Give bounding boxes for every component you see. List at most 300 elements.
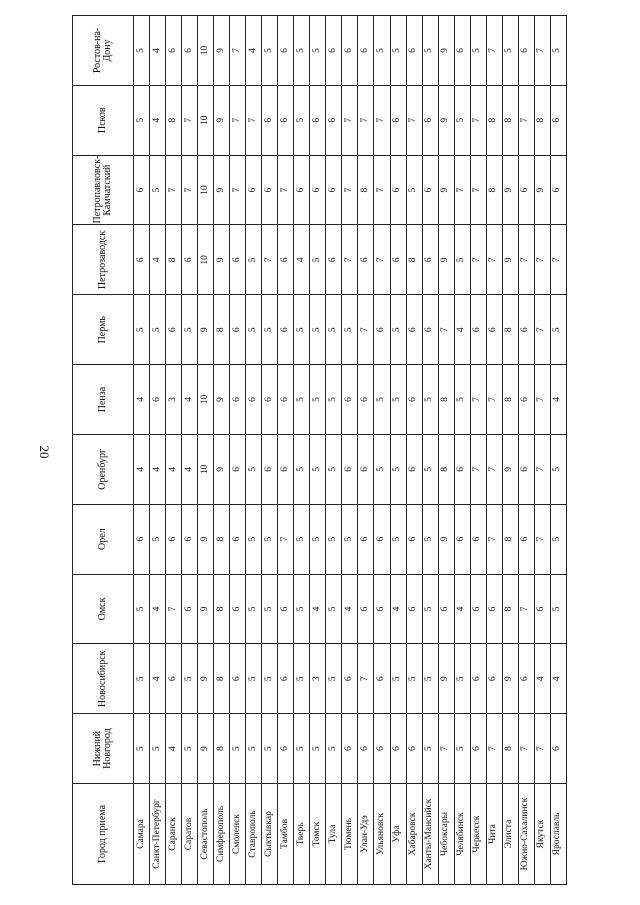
- value-cell: 6: [358, 574, 374, 644]
- value-cell: 5: [246, 295, 262, 365]
- value-cell: 6: [278, 85, 294, 155]
- value-cell: 7: [230, 16, 246, 86]
- value-cell: 5: [294, 644, 310, 714]
- value-cell: 7: [518, 714, 534, 784]
- value-cell: 5: [422, 504, 438, 574]
- city-cell: Тверь: [294, 784, 310, 885]
- value-cell: 9: [198, 644, 214, 714]
- value-cell: 6: [278, 295, 294, 365]
- value-cell: 9: [438, 85, 454, 155]
- value-cell: 7: [486, 714, 502, 784]
- value-cell: 5: [374, 365, 390, 435]
- value-cell: 6: [550, 85, 566, 155]
- city-cell: Южно-Сахалинск: [518, 784, 534, 885]
- table-row: [198, 16, 214, 885]
- value-cell: 5: [422, 16, 438, 86]
- value-cell: 7: [438, 714, 454, 784]
- value-cell: 4: [150, 644, 166, 714]
- value-cell: 9: [502, 434, 518, 504]
- value-cell: 5: [422, 644, 438, 714]
- value-cell: 8: [486, 85, 502, 155]
- value-cell: 6: [230, 225, 246, 295]
- value-cell: 8: [438, 365, 454, 435]
- value-cell: 6: [230, 574, 246, 644]
- column-header: Новосибирск: [73, 644, 134, 714]
- value-cell: 6: [134, 504, 150, 574]
- value-cell: 6: [406, 365, 422, 435]
- city-cell: Томск: [310, 784, 326, 885]
- city-cell: Уфа: [390, 784, 406, 885]
- value-cell: 8: [502, 295, 518, 365]
- value-cell: 6: [470, 644, 486, 714]
- value-cell: 6: [406, 434, 422, 504]
- value-cell: 4: [246, 16, 262, 86]
- value-cell: 4: [150, 85, 166, 155]
- table-row: [438, 16, 454, 885]
- value-cell: 9: [214, 85, 230, 155]
- value-cell: 6: [390, 155, 406, 225]
- value-cell: 6: [422, 155, 438, 225]
- table-row: [406, 16, 422, 885]
- city-cell: Улан-Удэ: [358, 784, 374, 885]
- value-cell: 5: [310, 504, 326, 574]
- value-cell: 5: [246, 714, 262, 784]
- value-cell: 4: [150, 434, 166, 504]
- rotated-table-container: [72, 15, 567, 885]
- value-cell: 7: [518, 85, 534, 155]
- value-cell: 10: [198, 155, 214, 225]
- value-cell: 5: [326, 574, 342, 644]
- value-cell: 6: [278, 714, 294, 784]
- value-cell: 8: [214, 504, 230, 574]
- value-cell: 7: [486, 504, 502, 574]
- value-cell: 6: [278, 225, 294, 295]
- value-cell: 6: [486, 295, 502, 365]
- value-cell: 5: [150, 155, 166, 225]
- value-cell: 5: [182, 714, 198, 784]
- column-header: Петрозаводск: [73, 225, 134, 295]
- value-cell: 5: [182, 295, 198, 365]
- value-cell: 6: [438, 574, 454, 644]
- value-cell: 6: [182, 225, 198, 295]
- value-cell: 4: [166, 434, 182, 504]
- value-cell: 6: [182, 16, 198, 86]
- value-cell: 7: [166, 574, 182, 644]
- value-cell: 6: [550, 714, 566, 784]
- value-cell: 7: [470, 155, 486, 225]
- value-cell: 5: [550, 295, 566, 365]
- value-cell: 9: [198, 295, 214, 365]
- column-header: Орел: [73, 504, 134, 574]
- value-cell: 6: [342, 714, 358, 784]
- table-row: [310, 16, 326, 885]
- value-cell: 5: [454, 85, 470, 155]
- value-cell: 6: [406, 504, 422, 574]
- city-cell: Ставрополь: [246, 784, 262, 885]
- value-cell: 7: [182, 85, 198, 155]
- value-cell: 6: [310, 155, 326, 225]
- value-cell: 5: [326, 434, 342, 504]
- value-cell: 5: [134, 295, 150, 365]
- value-cell: 5: [390, 295, 406, 365]
- value-cell: 5: [294, 16, 310, 86]
- value-cell: 5: [390, 434, 406, 504]
- value-cell: 5: [134, 644, 150, 714]
- city-cell: Севастополь: [198, 784, 214, 885]
- table-row: [166, 16, 182, 885]
- value-cell: 7: [518, 574, 534, 644]
- value-cell: 9: [438, 225, 454, 295]
- value-cell: 7: [454, 155, 470, 225]
- value-cell: 6: [374, 504, 390, 574]
- value-cell: 4: [150, 16, 166, 86]
- value-cell: 6: [534, 574, 550, 644]
- value-cell: 7: [534, 225, 550, 295]
- value-cell: 6: [166, 504, 182, 574]
- value-cell: 5: [294, 295, 310, 365]
- value-cell: 5: [262, 504, 278, 574]
- value-cell: 5: [262, 574, 278, 644]
- value-cell: 6: [262, 85, 278, 155]
- value-cell: 3: [310, 644, 326, 714]
- value-cell: 5: [422, 574, 438, 644]
- value-cell: 5: [150, 714, 166, 784]
- value-cell: 6: [422, 85, 438, 155]
- value-cell: 5: [550, 574, 566, 644]
- city-cell: Ханты-Мансийск: [422, 784, 438, 885]
- value-cell: 7: [486, 434, 502, 504]
- value-cell: 5: [374, 16, 390, 86]
- value-cell: 5: [134, 16, 150, 86]
- value-cell: 7: [230, 155, 246, 225]
- value-cell: 6: [390, 225, 406, 295]
- column-header: Ростов-на-Дону: [73, 16, 134, 86]
- value-cell: 4: [550, 365, 566, 435]
- value-cell: 6: [262, 434, 278, 504]
- value-cell: 7: [534, 714, 550, 784]
- value-cell: 4: [454, 295, 470, 365]
- value-cell: 8: [214, 574, 230, 644]
- value-cell: 5: [262, 714, 278, 784]
- value-cell: 7: [358, 85, 374, 155]
- value-cell: 6: [342, 365, 358, 435]
- value-cell: 6: [390, 714, 406, 784]
- city-cell: Тула: [326, 784, 342, 885]
- value-cell: 9: [438, 155, 454, 225]
- value-cell: 6: [374, 644, 390, 714]
- value-cell: 7: [358, 644, 374, 714]
- value-cell: 7: [374, 225, 390, 295]
- value-cell: 7: [374, 155, 390, 225]
- value-cell: 4: [534, 644, 550, 714]
- city-cell: Якутск: [534, 784, 550, 885]
- city-cell: Тюмень: [342, 784, 358, 885]
- value-cell: 7: [534, 504, 550, 574]
- value-cell: 7: [230, 85, 246, 155]
- value-cell: 10: [198, 434, 214, 504]
- value-cell: 6: [342, 644, 358, 714]
- value-cell: 6: [454, 434, 470, 504]
- value-cell: 8: [502, 85, 518, 155]
- value-cell: 5: [310, 295, 326, 365]
- city-cell: Черкесск: [470, 784, 486, 885]
- city-cell: Чита: [486, 784, 502, 885]
- value-cell: 5: [390, 644, 406, 714]
- value-cell: 6: [134, 225, 150, 295]
- delivery-time-table: [72, 15, 567, 885]
- value-cell: 7: [470, 85, 486, 155]
- value-cell: 5: [262, 644, 278, 714]
- table-row: [374, 16, 390, 885]
- value-cell: 6: [454, 504, 470, 574]
- value-cell: 8: [502, 504, 518, 574]
- value-cell: 4: [342, 574, 358, 644]
- value-cell: 5: [390, 504, 406, 574]
- value-cell: 6: [470, 295, 486, 365]
- value-cell: 9: [198, 574, 214, 644]
- value-cell: 6: [358, 434, 374, 504]
- value-cell: 7: [486, 225, 502, 295]
- value-cell: 6: [454, 16, 470, 86]
- value-cell: 5: [422, 365, 438, 435]
- value-cell: 8: [406, 225, 422, 295]
- value-cell: 6: [278, 434, 294, 504]
- value-cell: 8: [486, 155, 502, 225]
- table-row: [342, 16, 358, 885]
- value-cell: 6: [406, 295, 422, 365]
- value-cell: 6: [278, 574, 294, 644]
- value-cell: 9: [214, 225, 230, 295]
- value-cell: 6: [470, 574, 486, 644]
- value-cell: 5: [422, 434, 438, 504]
- table-body: [134, 16, 567, 885]
- city-cell: Саранск: [166, 784, 182, 885]
- value-cell: 9: [438, 644, 454, 714]
- value-cell: 6: [518, 295, 534, 365]
- value-cell: 9: [502, 644, 518, 714]
- value-cell: 6: [166, 295, 182, 365]
- value-cell: 7: [342, 85, 358, 155]
- value-cell: 6: [150, 365, 166, 435]
- value-cell: 8: [502, 365, 518, 435]
- value-cell: 5: [454, 714, 470, 784]
- value-cell: 6: [230, 434, 246, 504]
- value-cell: 5: [550, 504, 566, 574]
- value-cell: 8: [502, 574, 518, 644]
- table-row: [134, 16, 150, 885]
- city-cell: Саратов: [182, 784, 198, 885]
- table-row: [422, 16, 438, 885]
- value-cell: 5: [262, 295, 278, 365]
- value-cell: 7: [470, 365, 486, 435]
- city-cell: Ульяновск: [374, 784, 390, 885]
- value-cell: 9: [198, 504, 214, 574]
- table-row: [486, 16, 502, 885]
- value-cell: 5: [150, 295, 166, 365]
- value-cell: 5: [406, 644, 422, 714]
- value-cell: 5: [310, 225, 326, 295]
- city-cell: Санкт-Петербург: [150, 784, 166, 885]
- value-cell: 6: [406, 714, 422, 784]
- value-cell: 6: [358, 504, 374, 574]
- value-cell: 9: [438, 16, 454, 86]
- value-cell: 9: [214, 16, 230, 86]
- value-cell: 9: [198, 714, 214, 784]
- value-cell: 5: [374, 434, 390, 504]
- table-row: [150, 16, 166, 885]
- value-cell: 7: [406, 85, 422, 155]
- table-row: [230, 16, 246, 885]
- value-cell: 7: [342, 155, 358, 225]
- value-cell: 4: [134, 365, 150, 435]
- value-cell: 9: [502, 155, 518, 225]
- value-cell: 5: [502, 16, 518, 86]
- value-cell: 6: [230, 644, 246, 714]
- table-row: [454, 16, 470, 885]
- value-cell: 7: [262, 225, 278, 295]
- table-row: [550, 16, 566, 885]
- city-cell: Симферополь: [214, 784, 230, 885]
- value-cell: 6: [518, 434, 534, 504]
- value-cell: 6: [518, 504, 534, 574]
- value-cell: 5: [294, 85, 310, 155]
- value-cell: 5: [310, 365, 326, 435]
- value-cell: 6: [358, 714, 374, 784]
- column-header: Оренбург: [73, 434, 134, 504]
- value-cell: 5: [182, 644, 198, 714]
- value-cell: 7: [374, 85, 390, 155]
- value-cell: 4: [150, 225, 166, 295]
- value-cell: 4: [310, 574, 326, 644]
- column-header: Псков: [73, 85, 134, 155]
- value-cell: 4: [182, 434, 198, 504]
- value-cell: 5: [134, 85, 150, 155]
- column-header: Пермь: [73, 295, 134, 365]
- value-cell: 7: [486, 365, 502, 435]
- value-cell: 5: [550, 434, 566, 504]
- value-cell: 5: [262, 16, 278, 86]
- value-cell: 5: [326, 714, 342, 784]
- value-cell: 6: [230, 504, 246, 574]
- city-cell: Челябинск: [454, 784, 470, 885]
- value-cell: 8: [214, 714, 230, 784]
- value-cell: 9: [502, 225, 518, 295]
- value-cell: 6: [550, 155, 566, 225]
- value-cell: 3: [166, 365, 182, 435]
- value-cell: 5: [326, 365, 342, 435]
- value-cell: 6: [278, 644, 294, 714]
- table-row: [326, 16, 342, 885]
- table-row: [518, 16, 534, 885]
- city-cell: Хабаровск: [406, 784, 422, 885]
- table-row: [502, 16, 518, 885]
- value-cell: 10: [198, 365, 214, 435]
- value-cell: 4: [550, 644, 566, 714]
- value-cell: 10: [198, 85, 214, 155]
- value-cell: 5: [310, 714, 326, 784]
- city-cell: Смоленск: [230, 784, 246, 885]
- value-cell: 9: [214, 434, 230, 504]
- value-cell: 7: [534, 16, 550, 86]
- value-cell: 6: [358, 365, 374, 435]
- value-cell: 10: [198, 16, 214, 86]
- value-cell: 6: [518, 155, 534, 225]
- value-cell: 5: [310, 16, 326, 86]
- value-cell: 4: [166, 714, 182, 784]
- column-header: Петропавловск-Камчатский: [73, 155, 134, 225]
- value-cell: 5: [454, 225, 470, 295]
- table-row: [182, 16, 198, 885]
- value-cell: 8: [166, 225, 182, 295]
- value-cell: 5: [134, 574, 150, 644]
- value-cell: 7: [534, 434, 550, 504]
- value-cell: 6: [230, 295, 246, 365]
- column-header: Пенза: [73, 365, 134, 435]
- value-cell: 7: [534, 365, 550, 435]
- value-cell: 5: [390, 16, 406, 86]
- value-cell: 4: [390, 574, 406, 644]
- corner-header: Город приема: [73, 784, 134, 885]
- value-cell: 6: [470, 714, 486, 784]
- value-cell: 6: [358, 16, 374, 86]
- value-cell: 7: [182, 155, 198, 225]
- value-cell: 6: [470, 504, 486, 574]
- value-cell: 6: [406, 574, 422, 644]
- city-cell: Самара: [134, 784, 150, 885]
- value-cell: 7: [278, 504, 294, 574]
- value-cell: 6: [374, 714, 390, 784]
- value-cell: 6: [262, 155, 278, 225]
- table-row: [294, 16, 310, 885]
- value-cell: 9: [214, 365, 230, 435]
- value-cell: 5: [454, 365, 470, 435]
- value-cell: 5: [390, 365, 406, 435]
- value-cell: 5: [134, 714, 150, 784]
- page-number: 20: [37, 445, 52, 459]
- header-row: [73, 16, 134, 885]
- value-cell: 8: [166, 85, 182, 155]
- value-cell: 6: [278, 365, 294, 435]
- value-cell: 8: [534, 85, 550, 155]
- value-cell: 5: [470, 16, 486, 86]
- value-cell: 6: [166, 16, 182, 86]
- value-cell: 8: [214, 295, 230, 365]
- value-cell: 8: [358, 155, 374, 225]
- value-cell: 6: [390, 85, 406, 155]
- city-cell: Сыктывкар: [262, 784, 278, 885]
- value-cell: 7: [534, 295, 550, 365]
- value-cell: 6: [278, 16, 294, 86]
- value-cell: 8: [438, 434, 454, 504]
- column-header: Омск: [73, 574, 134, 644]
- value-cell: 6: [246, 365, 262, 435]
- value-cell: 6: [326, 16, 342, 86]
- value-cell: 7: [550, 225, 566, 295]
- value-cell: 6: [294, 155, 310, 225]
- value-cell: 7: [166, 155, 182, 225]
- value-cell: 5: [326, 644, 342, 714]
- table-row: [534, 16, 550, 885]
- value-cell: 10: [198, 225, 214, 295]
- value-cell: 6: [134, 155, 150, 225]
- value-cell: 6: [262, 365, 278, 435]
- value-cell: 5: [406, 155, 422, 225]
- table-row: [214, 16, 230, 885]
- table-row: [358, 16, 374, 885]
- value-cell: 7: [246, 85, 262, 155]
- value-cell: 6: [406, 16, 422, 86]
- table-row: [246, 16, 262, 885]
